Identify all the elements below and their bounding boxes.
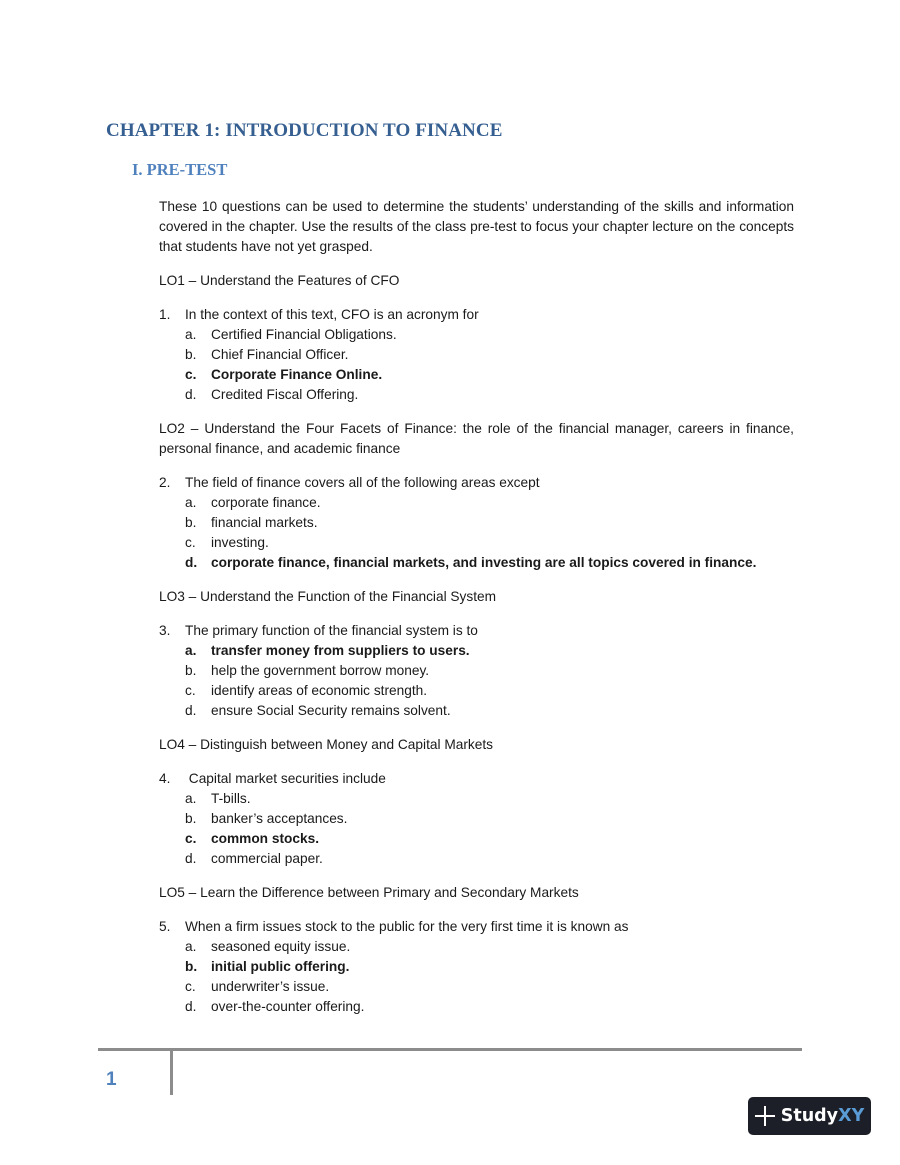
answer-option	[159, 533, 794, 553]
learning-objective: LO4 – Distinguish between Money and Capital Markets	[159, 737, 494, 752]
answer-option-correct	[159, 957, 794, 977]
option-text: help the government borrow money.	[211, 663, 430, 678]
option-text: underwriter’s issue.	[211, 979, 330, 994]
option-letter: c.	[185, 683, 196, 698]
question-text: In the context of this text, CFO is an acronym for	[185, 307, 479, 322]
intro-paragraph: These 10 questions can be used to determine the students’ understanding of the skills and information covered in the chapter. Use the results of the class pre-test to focus your chapter lecture on the concepts that students have not yet grasped.	[159, 199, 794, 254]
answer-option-correct	[159, 641, 794, 661]
question-number: 3.	[159, 623, 171, 638]
option-letter: b.	[185, 959, 198, 974]
question-number: 4.	[159, 771, 171, 786]
answer-option	[159, 849, 794, 869]
question-stem	[159, 917, 794, 937]
option-text: commercial paper.	[211, 851, 323, 866]
question-text: Capital market securities include	[185, 771, 386, 786]
answer-option	[159, 937, 794, 957]
section-title: I. PRE-TEST	[132, 160, 228, 179]
option-text: investing.	[211, 535, 269, 550]
answer-option-correct	[159, 553, 794, 573]
option-text: ensure Social Security remains solvent.	[211, 703, 451, 718]
learning-objective: LO3 – Understand the Function of the Financial System	[159, 589, 497, 604]
studyxy-badge[interactable]	[748, 1097, 871, 1135]
option-letter: a.	[185, 939, 197, 954]
question	[159, 473, 794, 573]
answer-option	[159, 661, 794, 681]
learning-objective: LO2 – Understand the Four Facets of Finance: the role of the financial manager, careers in finance, personal finance, and academic finance	[159, 421, 794, 456]
question-text: When a firm issues stock to the public for the very first time it is known as	[185, 919, 629, 934]
plus-icon	[755, 1106, 775, 1126]
option-text: corporate finance, financial markets, and investing are all topics covered in finance.	[211, 555, 757, 570]
question-list	[159, 271, 794, 1017]
answer-option-correct	[159, 365, 794, 385]
answer-option	[159, 681, 794, 701]
footer-divider	[98, 1048, 802, 1051]
option-letter: c.	[185, 535, 196, 550]
footer-vertical-divider	[170, 1051, 173, 1095]
answer-option	[159, 789, 794, 809]
learning-objective: LO5 – Learn the Difference between Primary and Secondary Markets	[159, 885, 579, 900]
option-letter: d.	[185, 999, 197, 1014]
answer-option	[159, 385, 794, 405]
option-letter: d.	[185, 851, 197, 866]
answer-option	[159, 513, 794, 533]
option-text: seasoned equity issue.	[211, 939, 351, 954]
answer-option-correct	[159, 829, 794, 849]
answer-option	[159, 345, 794, 365]
learning-objective: LO1 – Understand the Features of CFO	[159, 273, 400, 288]
question-stem	[159, 769, 794, 789]
option-text: Certified Financial Obligations.	[211, 327, 397, 342]
option-letter: a.	[185, 791, 197, 806]
option-letter: a.	[185, 327, 197, 342]
option-letter: a.	[185, 643, 197, 658]
question	[159, 621, 794, 721]
brand-main: Study	[780, 1106, 839, 1126]
option-letter: d.	[185, 387, 197, 402]
answer-option	[159, 997, 794, 1017]
option-text: transfer money from suppliers to users.	[211, 643, 470, 658]
option-text: T-bills.	[211, 791, 251, 806]
option-text: Chief Financial Officer.	[211, 347, 349, 362]
answer-option	[159, 701, 794, 721]
option-text: corporate finance.	[211, 495, 321, 510]
answer-option	[159, 325, 794, 345]
option-letter: d.	[185, 703, 197, 718]
option-letter: b.	[185, 811, 197, 826]
option-letter: c.	[185, 367, 197, 382]
question	[159, 917, 794, 1017]
option-text: Corporate Finance Online.	[211, 367, 383, 382]
question-number: 5.	[159, 919, 171, 934]
option-text: banker’s acceptances.	[211, 811, 348, 826]
option-text: Credited Fiscal Offering.	[211, 387, 359, 402]
question-stem	[159, 473, 794, 493]
option-letter: a.	[185, 495, 197, 510]
question-number: 1.	[159, 307, 171, 322]
question-stem	[159, 621, 794, 641]
question	[159, 769, 794, 869]
option-text: initial public offering.	[211, 959, 350, 974]
option-text: financial markets.	[211, 515, 318, 530]
question	[159, 305, 794, 405]
question-number: 2.	[159, 475, 171, 490]
question-text: The primary function of the financial system is to	[185, 623, 478, 638]
chapter-title: CHAPTER 1: INTRODUCTION TO FINANCE	[106, 120, 503, 141]
pretest-content	[159, 197, 794, 1031]
option-letter: c.	[185, 831, 197, 846]
option-text: common stocks.	[211, 831, 320, 846]
option-letter: b.	[185, 663, 197, 678]
option-letter: b.	[185, 347, 197, 362]
page-number: 1	[106, 1069, 117, 1090]
answer-option	[159, 493, 794, 513]
option-letter: c.	[185, 979, 196, 994]
option-text: over-the-counter offering.	[211, 999, 365, 1014]
option-letter: b.	[185, 515, 197, 530]
answer-option	[159, 809, 794, 829]
option-text: identify areas of economic strength.	[211, 683, 428, 698]
answer-option	[159, 977, 794, 997]
question-text: The field of finance covers all of the following areas except	[185, 475, 540, 490]
option-letter: d.	[185, 555, 198, 570]
question-stem	[159, 305, 794, 325]
brand-accent: XY	[838, 1106, 865, 1126]
